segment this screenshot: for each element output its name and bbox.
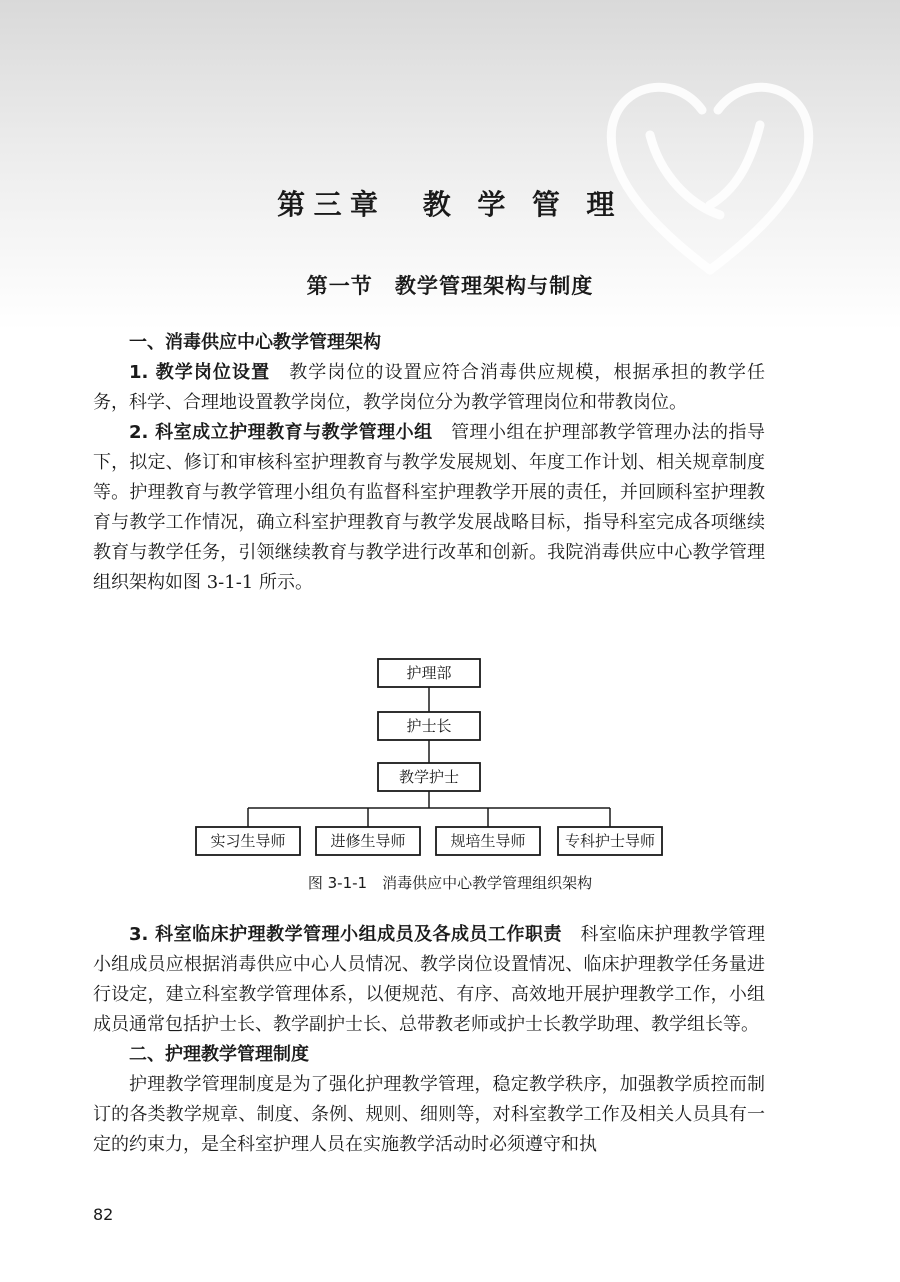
part1-continued-text xyxy=(93,920,765,1160)
node-child-4: 专科护士导师 xyxy=(564,832,656,850)
item1-body: 教学岗位的设置应符合消毒供应规模，根据承担的教学任务，科学、合理地设置教学岗位，教学岗位分为教学管理岗位和带教岗位。 xyxy=(93,362,766,413)
item3-heading: 3. 科室临床护理教学管理小组成员及各成员工作职责 xyxy=(129,924,563,945)
node-child-3: 规培生导师 xyxy=(450,832,526,850)
node-level3: 教学护士 xyxy=(398,768,460,786)
item2-paragraph xyxy=(93,418,765,598)
section-title: 第一节 教学管理架构与制度 xyxy=(306,273,594,298)
figure-caption: 图 3-1-1 消毒供应中心教学管理组织架构 xyxy=(307,874,593,892)
item2-heading: 2. 科室成立护理教育与教学管理小组 xyxy=(129,422,433,443)
page-number: 82 xyxy=(93,1205,114,1224)
item3-body: 科室临床护理教学管理小组成员应根据消毒供应中心人员情况、教学岗位设置情况、临床护理教学任务量进行设定，建立科室教学管理体系，以便规范、有序、高效地开展护理教学工作，小组成员通常包括护士长、教学副护士长、总带教老师或护士长教学助理、教学组长等。 xyxy=(93,924,765,1035)
part2-heading: 二、护理教学管理制度 xyxy=(129,1044,309,1065)
node-child-2: 进修生导师 xyxy=(330,832,406,850)
node-level2: 护士长 xyxy=(406,717,452,735)
item1-paragraph xyxy=(93,358,765,418)
item1-heading: 1. 教学岗位设置 xyxy=(129,362,271,383)
node-top: 护理部 xyxy=(406,664,452,682)
heart-watermark-icon xyxy=(590,55,830,285)
part1-heading: 一、消毒供应中心教学管理架构 xyxy=(129,332,381,353)
chapter-title: 第三章 教 学 管 理 xyxy=(277,188,623,221)
org-chart xyxy=(190,655,670,865)
item3-paragraph xyxy=(93,920,765,1040)
part1-text xyxy=(93,328,765,598)
item2-body: 管理小组在护理部教学管理办法的指导下，拟定、修订和审核科室护理教育与教学发展规划、年度工作计划、相关规章制度等。护理教育与教学管理小组负有监督科室护理教学开展的责任，并回顾科室护理教育与教学工作情况，确立科室护理教育与教学发展战略目标，指导科室完成各项继续教育与教学任务，引领继续教育与教学进行改革和创新。我院消毒供应中心教学管理组织架构如图 3-1-1 所示。 xyxy=(93,422,765,593)
node-child-1: 实习生导师 xyxy=(210,832,286,850)
part2-paragraph: 护理教学管理制度是为了强化护理教学管理，稳定教学秩序，加强教学质控而制订的各类教学规章、制度、条例、规则、细则等，对科室教学工作及相关人员具有一定的约束力，是全科室护理人员在实施教学活动时必须遵守和执 xyxy=(93,1074,765,1155)
